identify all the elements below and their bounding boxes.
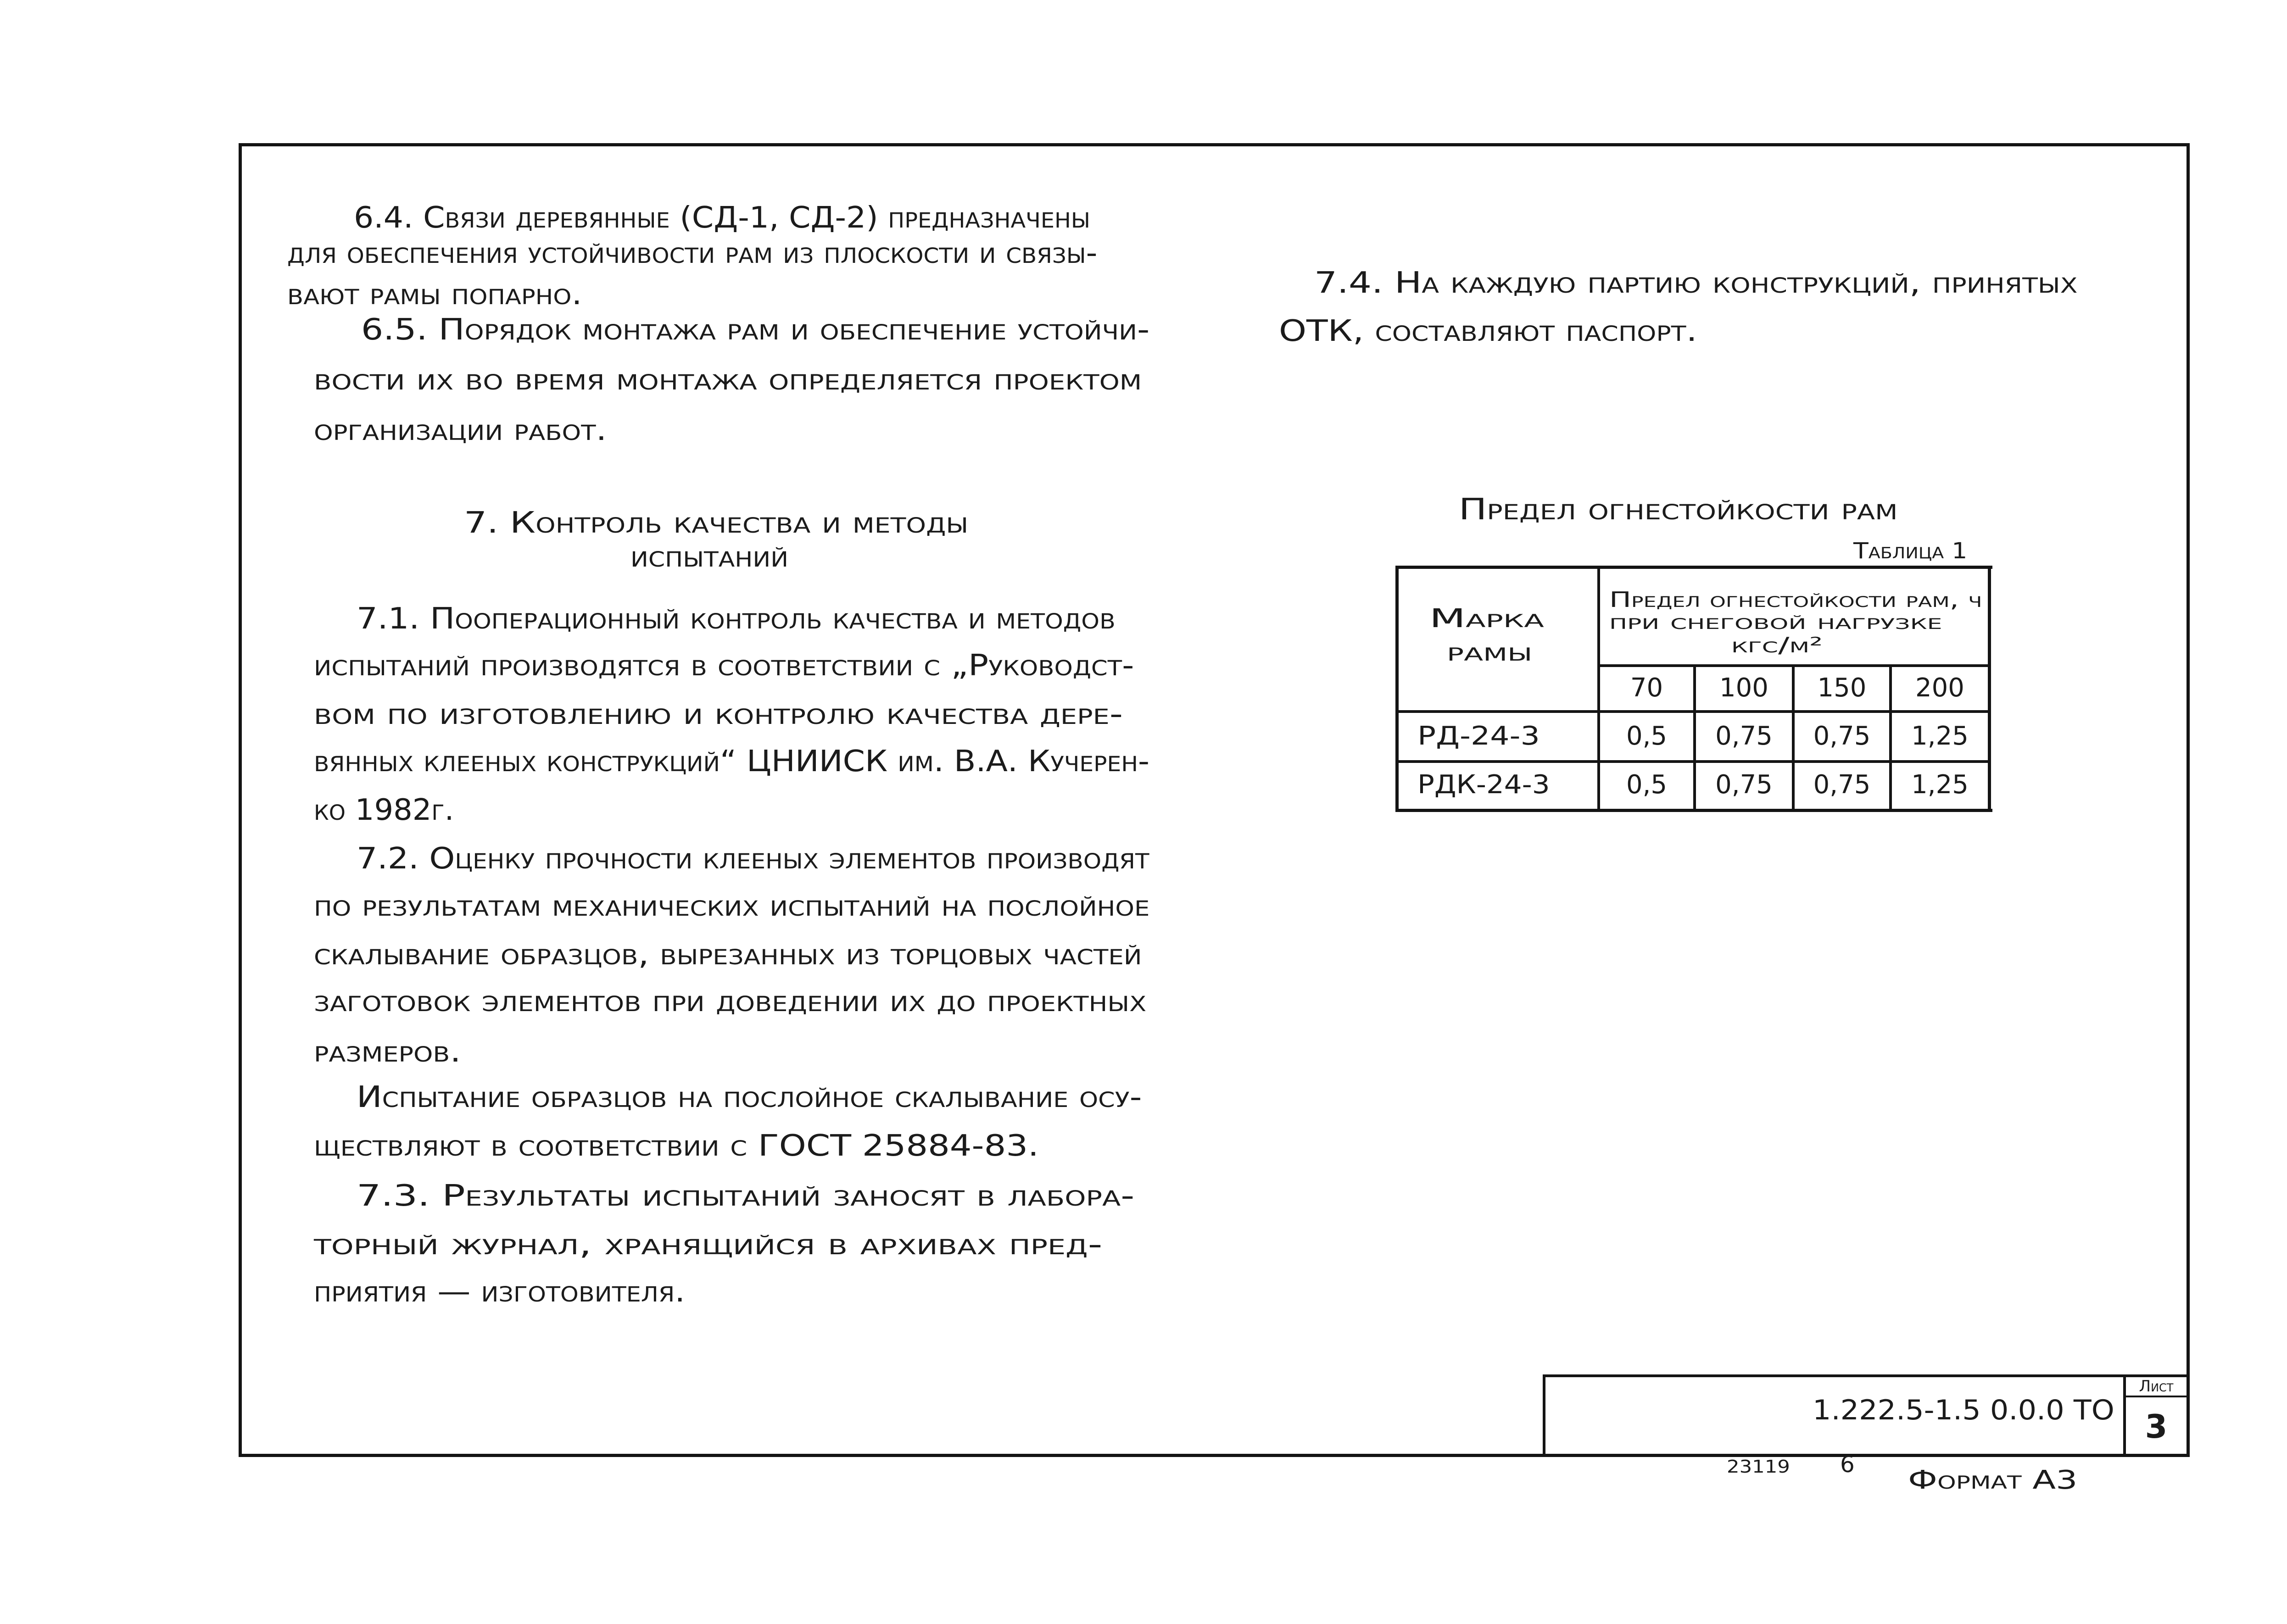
footer-number: 23119	[1727, 1457, 1790, 1477]
table-cell: 0,5	[1626, 721, 1668, 751]
paragraph-7-2-line: скалывание образцов, вырезанных из торцовых частей	[314, 938, 1142, 972]
paragraph-6-4-line: для обеспечения устойчивости рам из плоскости и связы-	[287, 236, 1098, 270]
paragraph-7-4-line: ОТК, составляют паспорт.	[1279, 314, 1697, 348]
paragraph-6-5-line: вости их во время монтажа определяется проектом	[314, 363, 1142, 397]
paragraph-6-5-line: организации работ.	[314, 413, 607, 447]
paragraph-6-5-line: 6.5. Порядок монтажа рам и обеспечение устойчи-	[361, 313, 1150, 347]
footer-copy: 6	[1840, 1451, 1855, 1478]
paragraph-6-4-line: вают рамы попарно.	[287, 278, 582, 311]
paragraph-7-1-line: вянных клееных конструкций“ ЦНИИСК им. В.А. Кучерен-	[314, 745, 1150, 779]
paragraph-7-1-line: вом по изготовлению и контролю качества дере-	[314, 697, 1123, 731]
paragraph-7-3-line: 7.3. Результаты испытаний заносят в лабора-	[357, 1179, 1135, 1213]
paragraph-7-2-line: заготовок элементов при доведении их до проектных	[314, 984, 1147, 1018]
paragraph-6-4-line: 6.4. Связи деревянные (СД-1, СД-2) предназначены	[354, 201, 1091, 235]
paragraph-7-2-line: 7.2. Оценку прочности клееных элементов производят	[357, 842, 1149, 876]
table-cell: 0,75	[1813, 721, 1871, 751]
table-cell: 0,5	[1626, 770, 1668, 800]
format-label: Формат А3	[1908, 1465, 2078, 1495]
paragraph-7-2-line: размеров.	[314, 1035, 461, 1069]
mark-column-header: Марка	[1429, 604, 1544, 634]
table-cell: 0,75	[1813, 770, 1871, 800]
mark-column-header: рамы	[1447, 637, 1533, 667]
fire-resistance-header: Предел огнестойкости рам, ч	[1609, 587, 1982, 612]
section-7-heading: 7. Контроль качества и методы	[464, 506, 969, 540]
table-row-mark: РД-24-3	[1417, 721, 1540, 751]
paragraph-7-1-line: ко 1982г.	[314, 793, 454, 827]
paragraph-7-4-line: 7.4. На каждую партию конструкций, принятых	[1314, 266, 2078, 300]
snow-load-header: 200	[1915, 673, 1964, 703]
paragraph-7-2-line: по результатам механических испытаний на послойное	[314, 889, 1150, 923]
snow-load-header: 70	[1630, 673, 1663, 703]
table-border	[1397, 566, 1992, 569]
section-7-heading: испытаний	[630, 540, 789, 574]
table-border	[1395, 566, 1399, 812]
title-block-border	[1544, 1374, 2187, 1377]
paragraph-testing-line: Испытание образцов на послойное скалывание осу-	[357, 1080, 1142, 1114]
table-title: Предел огнестойкости рам	[1459, 493, 1898, 527]
fire-resistance-header: кгс/м²	[1731, 633, 1823, 657]
snow-load-header: 100	[1719, 673, 1768, 703]
fire-resistance-header: при снеговой нагрузке	[1609, 609, 1942, 634]
table-label: Таблица 1	[1853, 538, 1968, 564]
paragraph-7-1-line: испытаний производятся в соответствии с „Руководст-	[314, 649, 1134, 683]
sheet-number: 3	[2145, 1408, 2168, 1446]
snow-load-header: 150	[1817, 673, 1867, 703]
paragraph-7-3-line: приятия — изготовителя.	[314, 1275, 686, 1309]
table-cell: 1,25	[1911, 721, 1969, 751]
table-cell: 0,75	[1715, 770, 1773, 800]
table-row-mark: РДК-24-3	[1417, 770, 1550, 800]
table-cell: 0,75	[1715, 721, 1773, 751]
sheet-label: Лист	[2139, 1377, 2174, 1396]
title-block-border	[1543, 1374, 1545, 1455]
paragraph-testing-line: ществляют в соответствии с ГОСТ 25884-83.	[314, 1129, 1039, 1163]
paragraph-7-1-line: 7.1. Пооперационный контроль качества и методов	[357, 602, 1116, 636]
table-cell: 1,25	[1911, 770, 1969, 800]
document-designation: 1.222.5-1.5 0.0.0 ТО	[1813, 1394, 2114, 1426]
paragraph-7-3-line: торный журнал, хранящийся в архивах пред-	[314, 1228, 1103, 1262]
